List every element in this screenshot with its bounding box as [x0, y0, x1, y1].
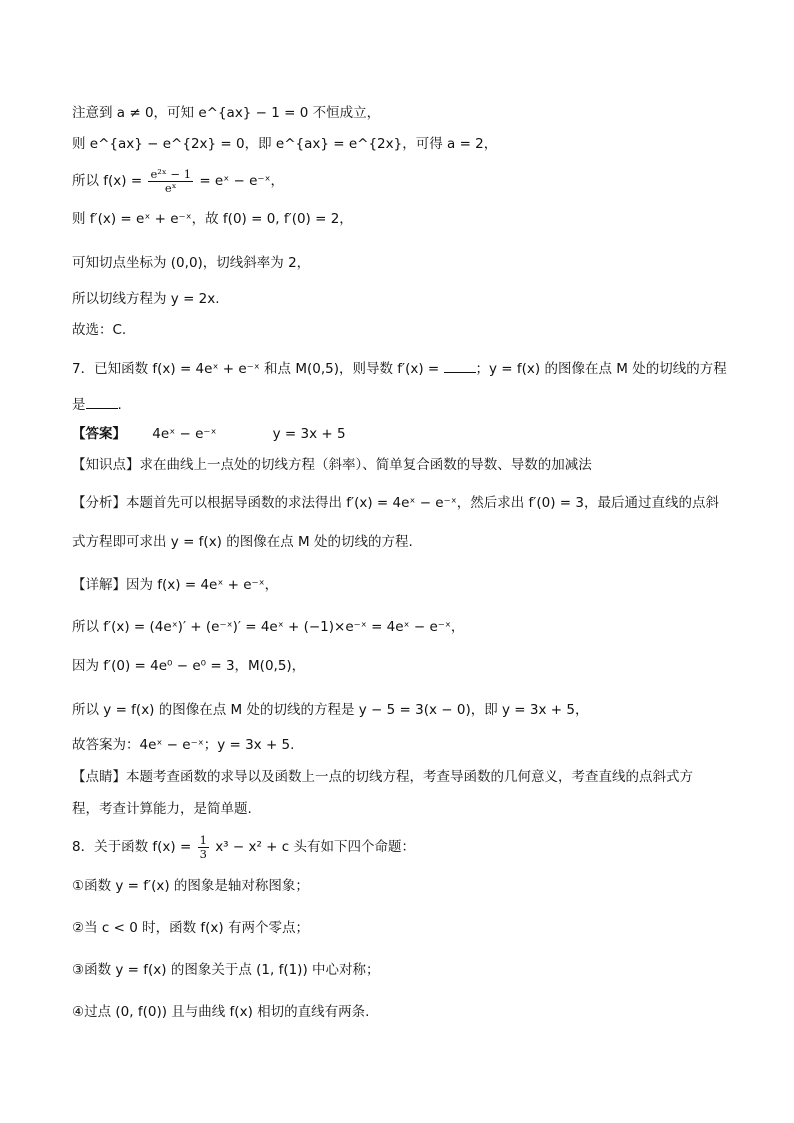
text-line: 则 e^{ax} − e^{2x} = 0，即 e^{ax} = e^{2x}，可得 a = 2，	[72, 136, 498, 152]
proposition-4: ④过点 (0, f(0)) 且与曲线 f(x) 相切的直线有两条.	[72, 1004, 370, 1020]
answer-value-2: y = 3x + 5	[272, 426, 346, 442]
text-segment: 所以 f(x) =	[72, 173, 143, 189]
detail-line-2: 所以 f′(x) = (4eˣ)′ + (e⁻ˣ)′ = 4eˣ + (−1)×e⁻ˣ = 4eˣ − e⁻ˣ，	[72, 619, 465, 635]
text-line: 故选：C.	[72, 322, 127, 338]
detail-line-4: 所以 y = f(x) 的图像在点 M 处的切线的方程是 y − 5 = 3(x − 0)，即 y = 3x + 5，	[72, 702, 589, 718]
detail-line-3: 因为 f′(0) = 4e⁰ − e⁰ = 3，M(0,5)，	[72, 658, 306, 674]
text-line: 所以切线方程为 y = 2x.	[72, 291, 220, 307]
answer-line	[72, 424, 734, 444]
answer-blank	[86, 394, 118, 409]
text-line: 则 f′(x) = eˣ + e⁻ˣ，故 f(0) = 0, f′(0) = 2，	[72, 211, 353, 227]
fraction	[198, 834, 209, 861]
question-7-line-1	[72, 358, 734, 379]
text-segment: = eˣ − e⁻ˣ，	[199, 173, 285, 189]
analysis-line-2: 式方程即可求出 y = f(x) 的图像在点 M 处的切线的方程.	[72, 534, 413, 550]
comment-line-1: 【点睛】本题考查函数的求导以及函数上一点的切线方程，考查导函数的几何意义，考查直线的点斜式方	[72, 769, 693, 785]
fraction-numerator: 1	[199, 832, 207, 847]
answer-value-1: 4eˣ − e⁻ˣ	[152, 426, 217, 442]
text-segment: .	[117, 397, 122, 413]
comment-line-2: 程，考查计算能力，是简单题.	[72, 801, 252, 817]
text-segment: 是	[72, 397, 86, 413]
question-7-line-2	[72, 394, 734, 415]
fraction	[148, 168, 193, 195]
text-segment: ；y = f(x) 的图像在点 M 处的切线的方程	[475, 361, 727, 377]
text-line: 注意到 a ≠ 0，可知 e^{ax} − 1 = 0 不恒成立，	[72, 105, 381, 121]
text-segment: x³ − x² + c 头有如下四个命题：	[215, 839, 415, 855]
answer-blank	[444, 358, 476, 373]
fraction-denominator: eˣ	[164, 180, 177, 195]
text-line: 可知切点坐标为 (0,0)，切线斜率为 2，	[72, 255, 311, 271]
text-segment: 8．关于函数 f(x) =	[72, 839, 192, 855]
question-8-line	[72, 833, 734, 861]
text-segment: 7．已知函数 f(x) = 4eˣ + e⁻ˣ 和点 M(0,5)，则导数 f′(x) =	[72, 361, 444, 377]
fraction-denominator: 3	[199, 846, 207, 861]
proposition-3: ③函数 y = f(x) 的图象关于点 (1, f(1)) 中心对称；	[72, 962, 380, 978]
knowledge-point-line: 【知识点】求在曲线上一点处的切线方程（斜率）、简单复合函数的导数、导数的加减法	[72, 457, 592, 473]
detail-line-5: 故答案为：4eˣ − e⁻ˣ；y = 3x + 5.	[72, 737, 295, 753]
fraction-numerator: e²ˣ − 1	[150, 166, 192, 181]
text-line-fraction	[72, 166, 734, 196]
proposition-2: ②当 c < 0 时，函数 f(x) 有两个零点；	[72, 920, 309, 936]
analysis-line-1: 【分析】本题首先可以根据导函数的求法得出 f′(x) = 4eˣ − e⁻ˣ，然后求出 f′(0) = 3，最后通过直线的点斜	[72, 495, 719, 511]
detail-line-1: 【详解】因为 f(x) = 4eˣ + e⁻ˣ，	[72, 577, 279, 593]
proposition-1: ①函数 y = f′(x) 的图象是轴对称图象；	[72, 878, 309, 894]
answer-label: 【答案】	[72, 426, 126, 442]
